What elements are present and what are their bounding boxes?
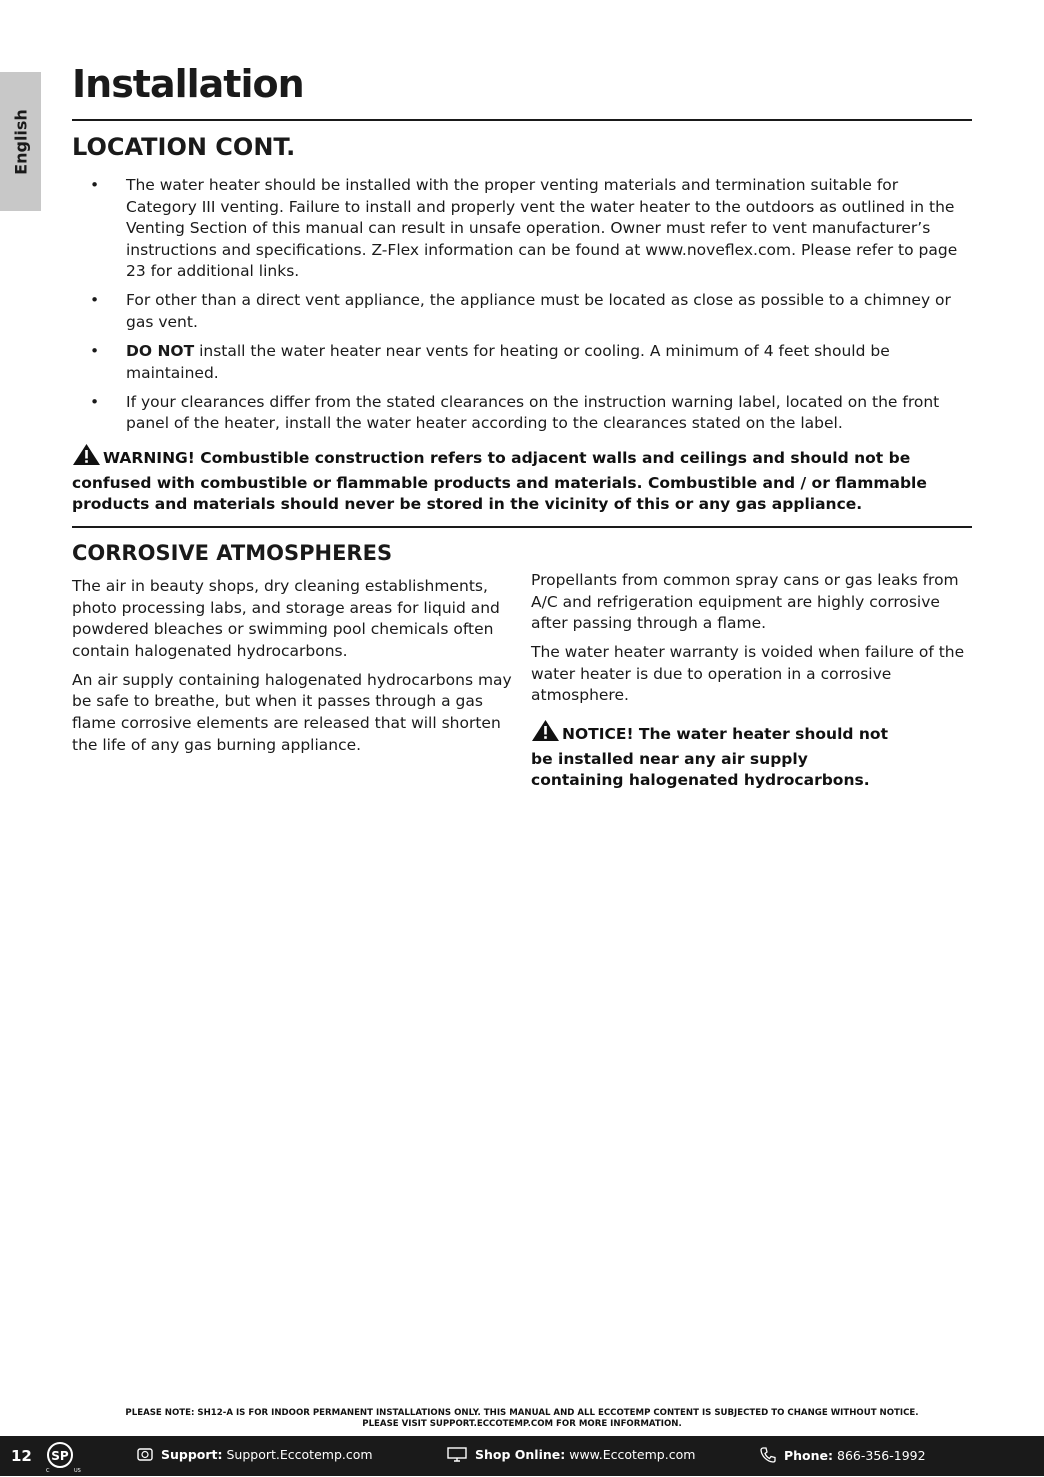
language-tab-label: English — [11, 108, 30, 175]
bullet-text: install the water heater near vents for heating or cooling. A minimum of 4 feet should be maintained. — [126, 342, 890, 382]
phone-icon — [760, 1448, 784, 1463]
bullet-text: If your clearances differ from the stated clearances on the instruction warning label, located on the front panel of the heater, install the water heater according to the clearances stated on the label. — [126, 392, 940, 433]
warning-triangle-icon — [72, 443, 101, 473]
list-item — [72, 392, 972, 435]
warning-text: WARNING! Combustible construction refers to adjacent walls and ceilings and should not be confused with combustible or flammable products and materials. Combustible and / or flammable products and materials should never be stored in the vicinity of this or any gas appliance. — [72, 449, 927, 514]
csa-country-us: US — [74, 1468, 81, 1473]
shop-label: Shop Online: — [474, 1447, 566, 1462]
help-chat-icon — [137, 1447, 161, 1462]
notice-text: NOTICE! The water heater should not be installed near any air supply containing halogenated hydrocarbons. — [531, 725, 888, 790]
section-divider — [72, 526, 972, 528]
paragraph: The water heater warranty is voided when failure of the water heater is due to operation in a corrosive atmosphere. — [531, 643, 965, 705]
location-bullet-list — [72, 175, 972, 443]
phone-label: Phone: — [783, 1448, 834, 1463]
paragraph: An air supply containing halogenated hydrocarbons may be safe to breathe, but when it passes through a gas flame corrosive elements are released that will shorten the life of any gas burning appliance. — [72, 670, 512, 754]
footer-note-line: PLEASE NOTE: SH12-A IS FOR INDOOR PERMANENT INSTALLATIONS ONLY. THIS MANUAL AND ALL ECCOTEMP CONTENT IS SUBJECTED TO CHANGE WITHOUT NOTICE. — [125, 1408, 919, 1418]
shop-value: www.Eccotemp.com — [569, 1447, 696, 1462]
title-divider — [72, 119, 972, 121]
paragraph: Propellants from common spray cans or gas leaks from A/C and refrigeration equipment are highly corrosive after passing through a flame. — [531, 571, 959, 633]
monitor-icon — [447, 1447, 475, 1462]
corrosive-right-column — [531, 570, 973, 792]
footer-note — [0, 1408, 1044, 1430]
language-tab[interactable] — [0, 72, 41, 211]
bullet-text: For other than a direct vent appliance, the appliance must be located as close as possible to a chimney or gas vent. — [126, 291, 951, 332]
phone-link[interactable] — [760, 1447, 926, 1463]
paragraph: The air in beauty shops, dry cleaning establishments, photo processing labs, and storage areas for liquid and powdered bleaches or swimming pool chemicals often contain halogenated hydrocarbons. — [72, 577, 500, 660]
bullet-emphasis: DO NOT — [126, 342, 195, 361]
halogen-notice — [531, 719, 896, 792]
warning-triangle-icon — [531, 719, 560, 749]
support-label: Support: — [160, 1447, 223, 1462]
csa-country-c: C — [46, 1468, 50, 1473]
support-value: Support.Eccotemp.com — [226, 1447, 373, 1462]
phone-value: 866-356-1992 — [837, 1448, 926, 1463]
corrosive-heading: CORROSIVE ATMOSPHERES — [72, 541, 393, 565]
support-link[interactable] — [137, 1447, 373, 1462]
corrosive-left-column — [72, 576, 514, 764]
page-title: Installation — [72, 62, 304, 106]
location-heading: LOCATION CONT. — [72, 133, 296, 161]
footer-bar — [0, 1436, 1044, 1476]
footer-note-line: PLEASE VISIT SUPPORT.ECCOTEMP.COM FOR MORE INFORMATION. — [362, 1419, 682, 1429]
list-item — [72, 341, 972, 384]
csa-logo-letters: SP — [51, 1449, 69, 1463]
list-item — [72, 175, 972, 283]
csa-certification-icon — [46, 1441, 84, 1477]
page-number: 12 — [11, 1447, 32, 1465]
combustible-warning — [72, 443, 972, 516]
list-item — [72, 290, 972, 333]
shop-online-link[interactable] — [447, 1447, 695, 1462]
bullet-text: The water heater should be installed with the proper venting materials and termination suitable for Category III venting. Failure to install and properly vent the water heater to the outdoors as outlined in the Venting Section of this manual can result in unsafe operation. Owner must refer to vent manufacturer’s instructions and specifications. Z-Flex information can be found at www.noveflex.com. Please refer to page 23 for additional links. — [126, 176, 958, 281]
